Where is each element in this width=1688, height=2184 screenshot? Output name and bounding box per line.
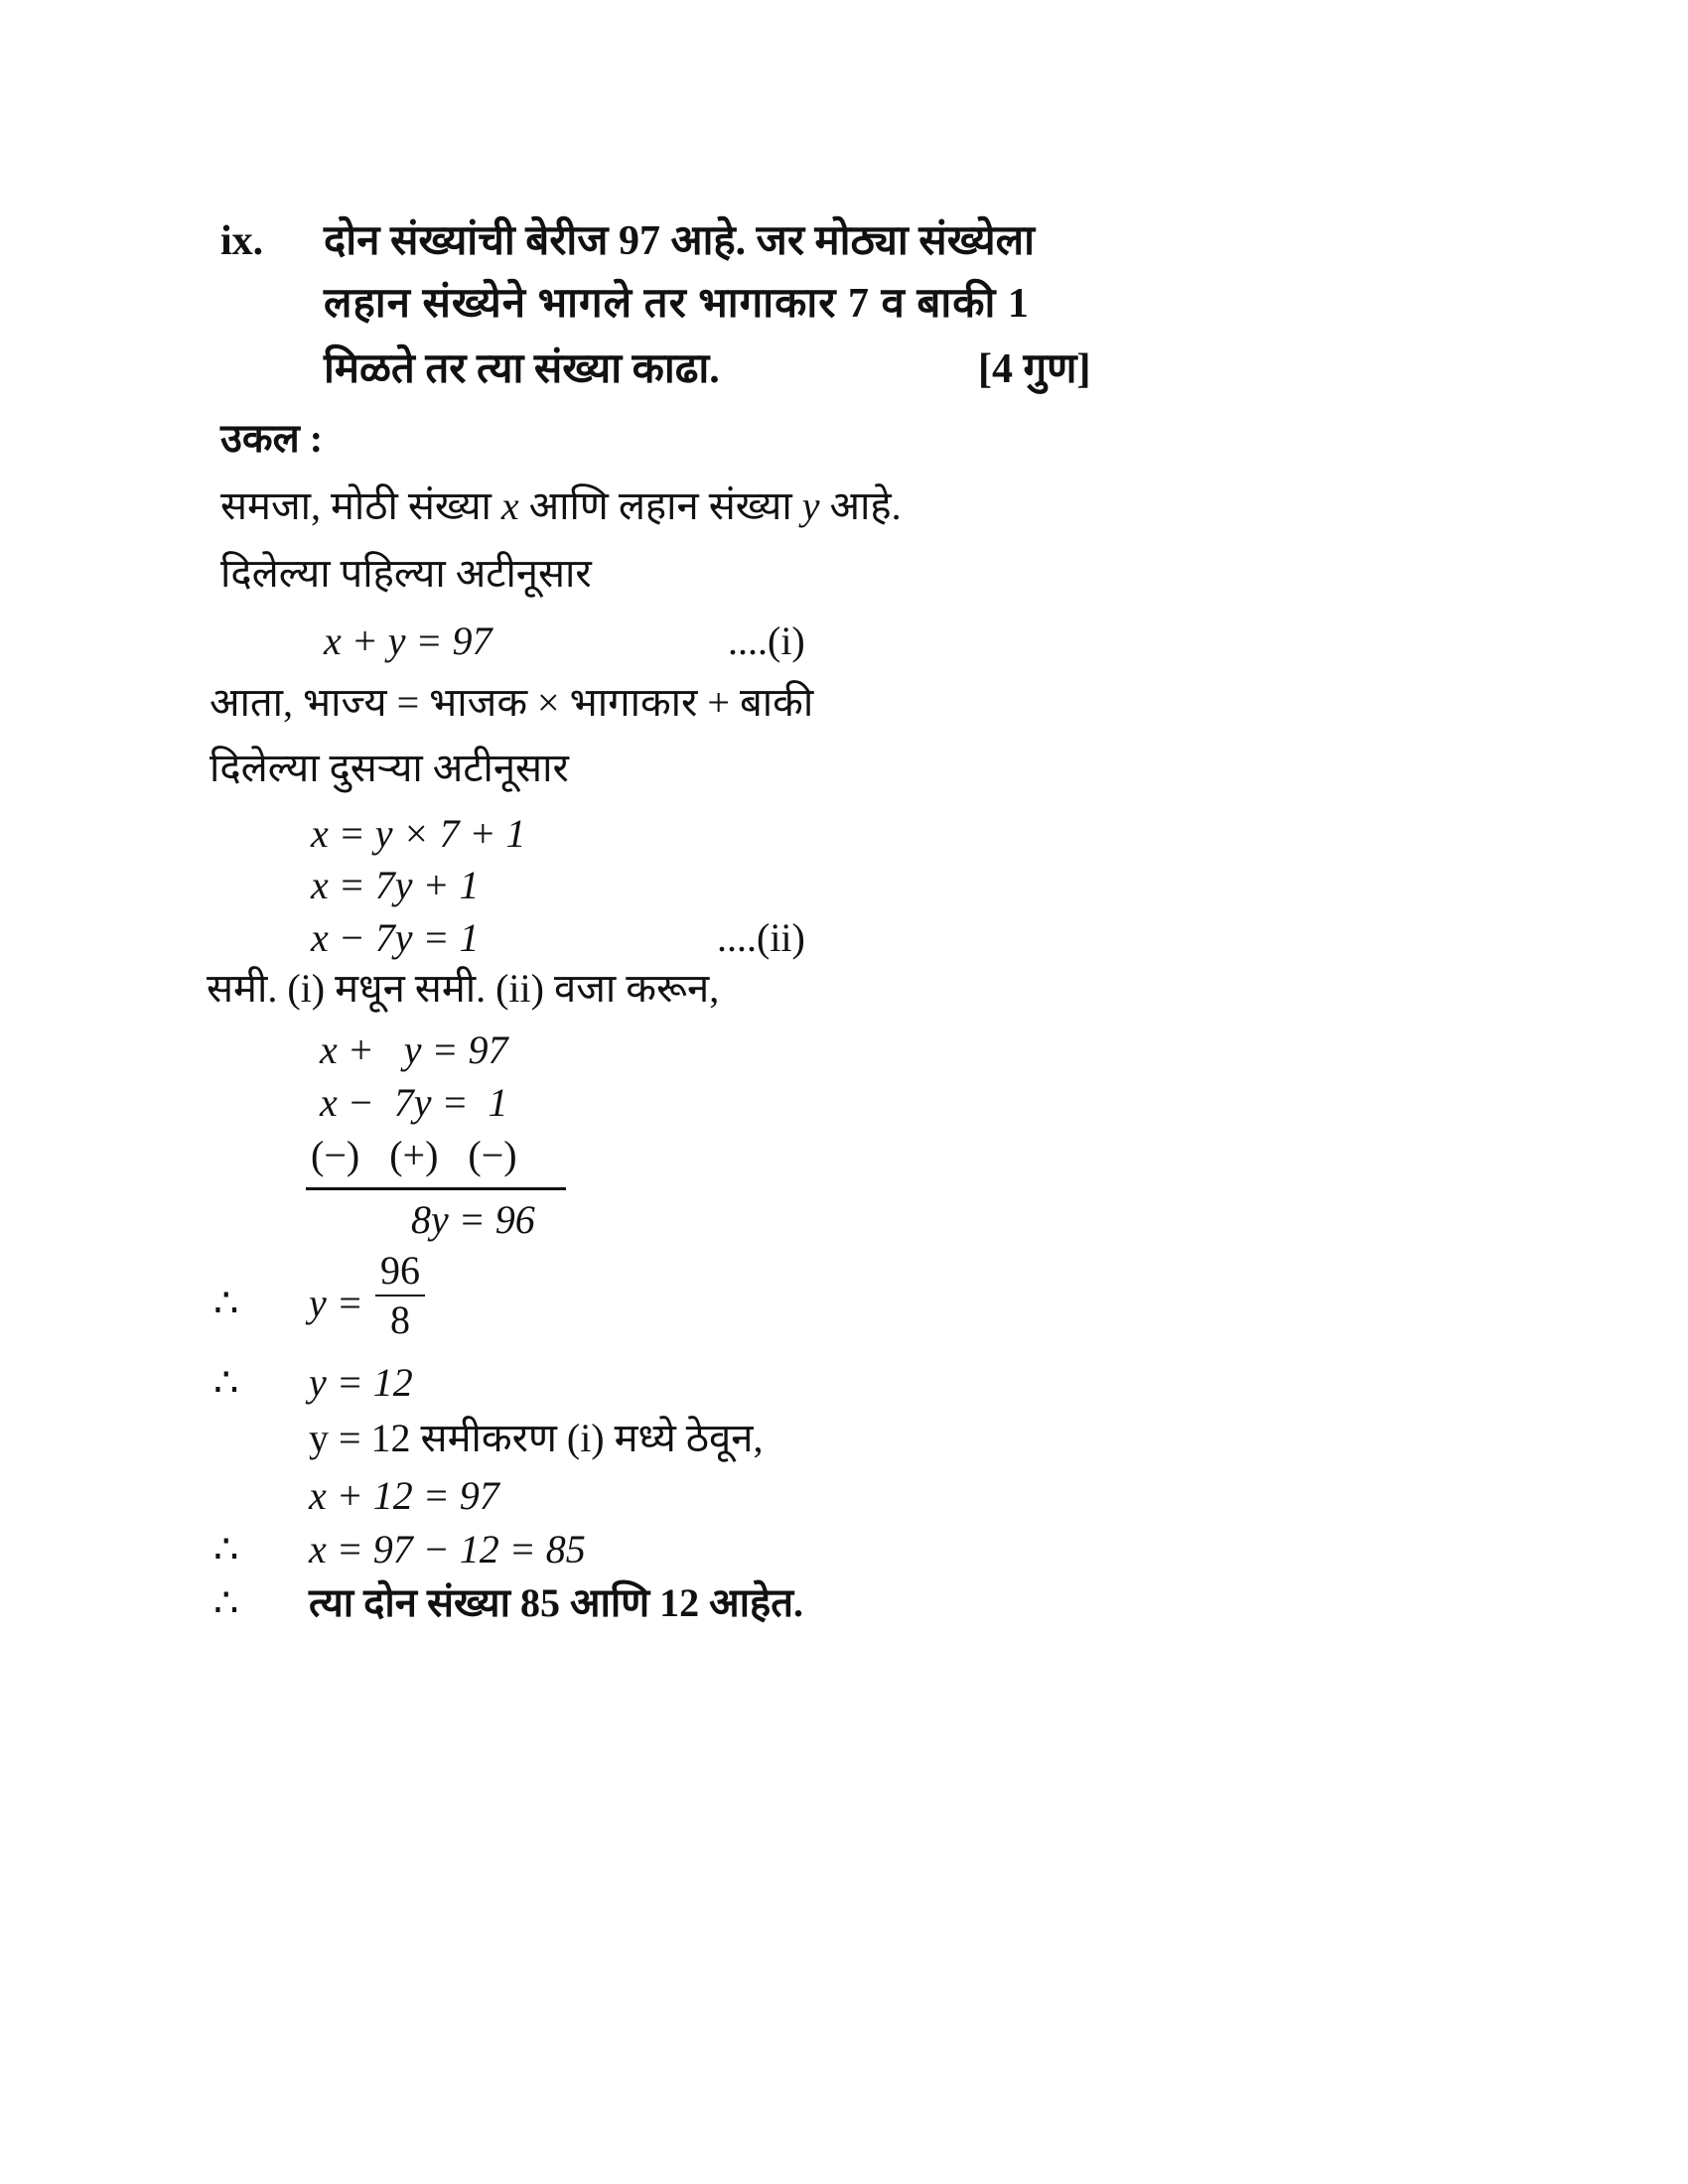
subtraction-signs: (−) (+) (−)	[311, 1133, 517, 1177]
variable-y: y	[801, 483, 820, 528]
assumption-mid: आणि लहान संख्या	[528, 483, 792, 528]
assumption-prefix: समजा, मोठी संख्या	[220, 483, 492, 528]
subtraction-row-1: x + y = 97	[320, 1027, 508, 1072]
equation-2-tag: ....(ii)	[717, 915, 805, 960]
solution-heading: उकल :	[220, 416, 324, 461]
fraction-numerator: 96	[380, 1248, 420, 1293]
condition-2: दिलेल्या दुसऱ्या अटीनूसार	[210, 746, 569, 790]
division-rule: आता, भाज्य = भाजक × भागाकार + बाकी	[210, 680, 814, 725]
assumption-line	[220, 482, 902, 530]
question-line-1: दोन संख्यांची बेरीज 97 आहे. जर मोठ्या संख्येला	[324, 218, 1035, 264]
equation-2a: x = y × 7 + 1	[311, 811, 526, 856]
equation-2c: x − 7y = 1	[311, 915, 480, 960]
therefore-symbol: ∴	[213, 1580, 239, 1625]
y-fraction-lhs: y =	[309, 1281, 363, 1325]
question-number: ix.	[220, 218, 264, 264]
question-line-2: लहान संख्येने भागले तर भागाकार 7 व बाकी 1	[324, 281, 1030, 327]
therefore-symbol: ∴	[213, 1281, 239, 1325]
fraction-denominator: 8	[390, 1297, 410, 1342]
question-line-3: मिळते तर त्या संख्या काढा.	[324, 346, 720, 392]
therefore-symbol: ∴	[213, 1360, 239, 1405]
y-value: y = 12	[309, 1360, 413, 1405]
conclusion: त्या दोन संख्या 85 आणि 12 आहेत.	[309, 1580, 804, 1625]
equation-1: x + y = 97	[324, 618, 492, 663]
subtraction-instruction: समी. (i) मधून समी. (ii) वजा करून,	[207, 966, 720, 1011]
assumption-suffix: आहे.	[829, 483, 902, 528]
substitution-instruction: y = 12 समीकरण (i) मध्ये ठेवून,	[309, 1416, 764, 1460]
subtraction-rule	[306, 1187, 566, 1190]
subtraction-result: 8y = 96	[411, 1197, 535, 1242]
therefore-symbol: ∴	[213, 1527, 239, 1571]
y-fraction	[375, 1249, 425, 1342]
fraction-bar	[375, 1295, 425, 1297]
equation-2b: x = 7y + 1	[311, 863, 480, 907]
equation-1-tag: ....(i)	[728, 618, 805, 663]
variable-x: x	[500, 483, 519, 528]
substituted-equation: x + 12 = 97	[309, 1473, 499, 1518]
question-marks: [4 गुण]	[978, 346, 1091, 392]
x-value: x = 97 − 12 = 85	[309, 1527, 586, 1571]
condition-1: दिलेल्या पहिल्या अटीनूसार	[220, 551, 592, 596]
subtraction-row-2: x − 7y = 1	[320, 1080, 508, 1125]
